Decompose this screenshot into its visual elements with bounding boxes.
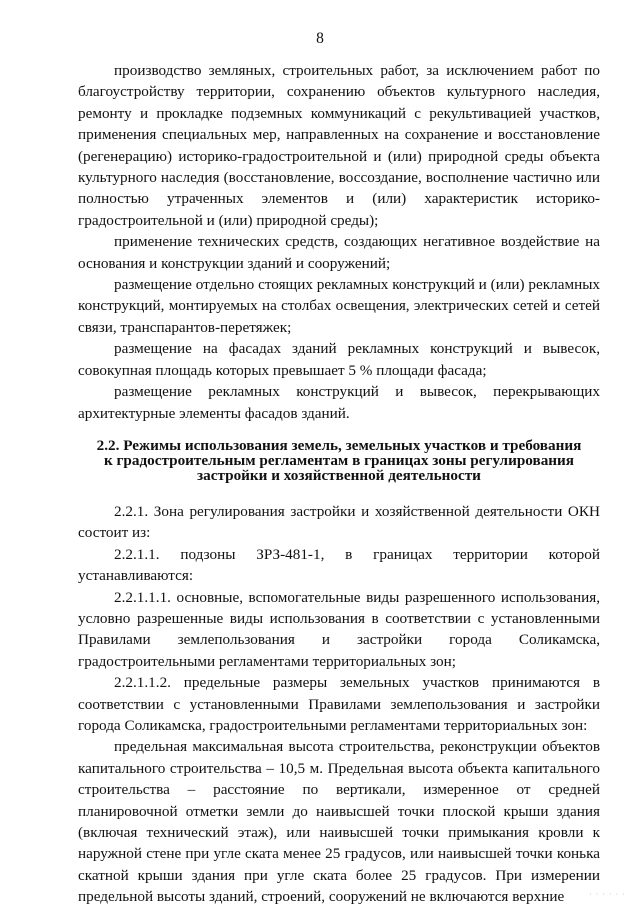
document-body [78,60,600,908]
paragraph: 2.2.1. Зона регулирования застройки и хозяйственной деятельности ОКН состоит из: [78,502,600,542]
paragraph: размещение на фасадах зданий рекламных конструкций и вывесок, совокупная площадь которых превышает 5 % площади фасада; [78,340,600,379]
paragraph: 2.2.1.1.1. основные, вспомогательные виды разрешенного использования, условно разрешенные виды использования в соответствии с установленными Правилами землепользования и застройки города Соликамска, градостроительными регламентами территориальных зон; [78,588,600,670]
paragraph: 2.2.1.1. подзоны ЗРЗ-481-1, в границах территории которой устанавливаются: [78,545,600,585]
scan-watermark: · · · · · · [589,890,626,899]
section-heading-line: к градостроительным регламентам в границах зоны регулирования [103,451,575,469]
paragraph: размещение отдельно стоящих рекламных конструкций и (или) рекламных конструкций, монтируемых на столбах освещения, электрических сетей и сетей связи, транспарантов-перетяжек; [78,276,600,336]
paragraph: применение технических средств, создающих негативное воздействие на основания и конструкции зданий и сооружений; [78,233,600,272]
section-heading-line: застройки и хозяйственной деятельности [197,466,481,484]
page-number: 8 [316,30,324,47]
section-heading [78,438,600,483]
paragraph: 2.2.1.1.2. предельные размеры земельных участков принимаются в соответствии с установленными Правилами землепользования и застройки города Соликамска, градостроительными регламентами территориальных зон: [78,674,600,734]
paragraph: размещение рекламных конструкций и вывесок, перекрывающих архитектурные элементы фасадов зданий. [78,383,600,422]
paragraph: производство земляных, строительных работ, за исключением работ по благоустройству территории, сохранению объектов культурного наследия, ремонту и прокладке подземных коммуникаций с рекультивацией участков, применения специальных мер, направленных на сохранение и восстановление (регенерацию) историко-градостроительной и (или) природной среды объекта культурного наследия (восстановление, воссоздание, восполнение частично или полностью утраченных элементов и (или) характеристик историко-градостроительной и (или) природной среды); [78,62,600,229]
section-heading-line: 2.2. Режимы использования земель, земельных участков и требования [96,436,582,454]
paragraph: предельная максимальная высота строительства, реконструкции объектов капитального строительства – 10,5 м. Предельная высота объекта капитального строительства – расстояние по вертикали, измеренное от средней планировочной отметки земли до наивысшей точки плоской крыши здания (включая технический этаж), или наивысшей точки примыкания кровли к наружной стене при угле ската менее 25 градусов, или наивысшей точки конька скатной крыши здания при угле ската более 25 градусов. При измерении предельной высоты зданий, строений, сооружений не включаются верхние [78,738,600,906]
